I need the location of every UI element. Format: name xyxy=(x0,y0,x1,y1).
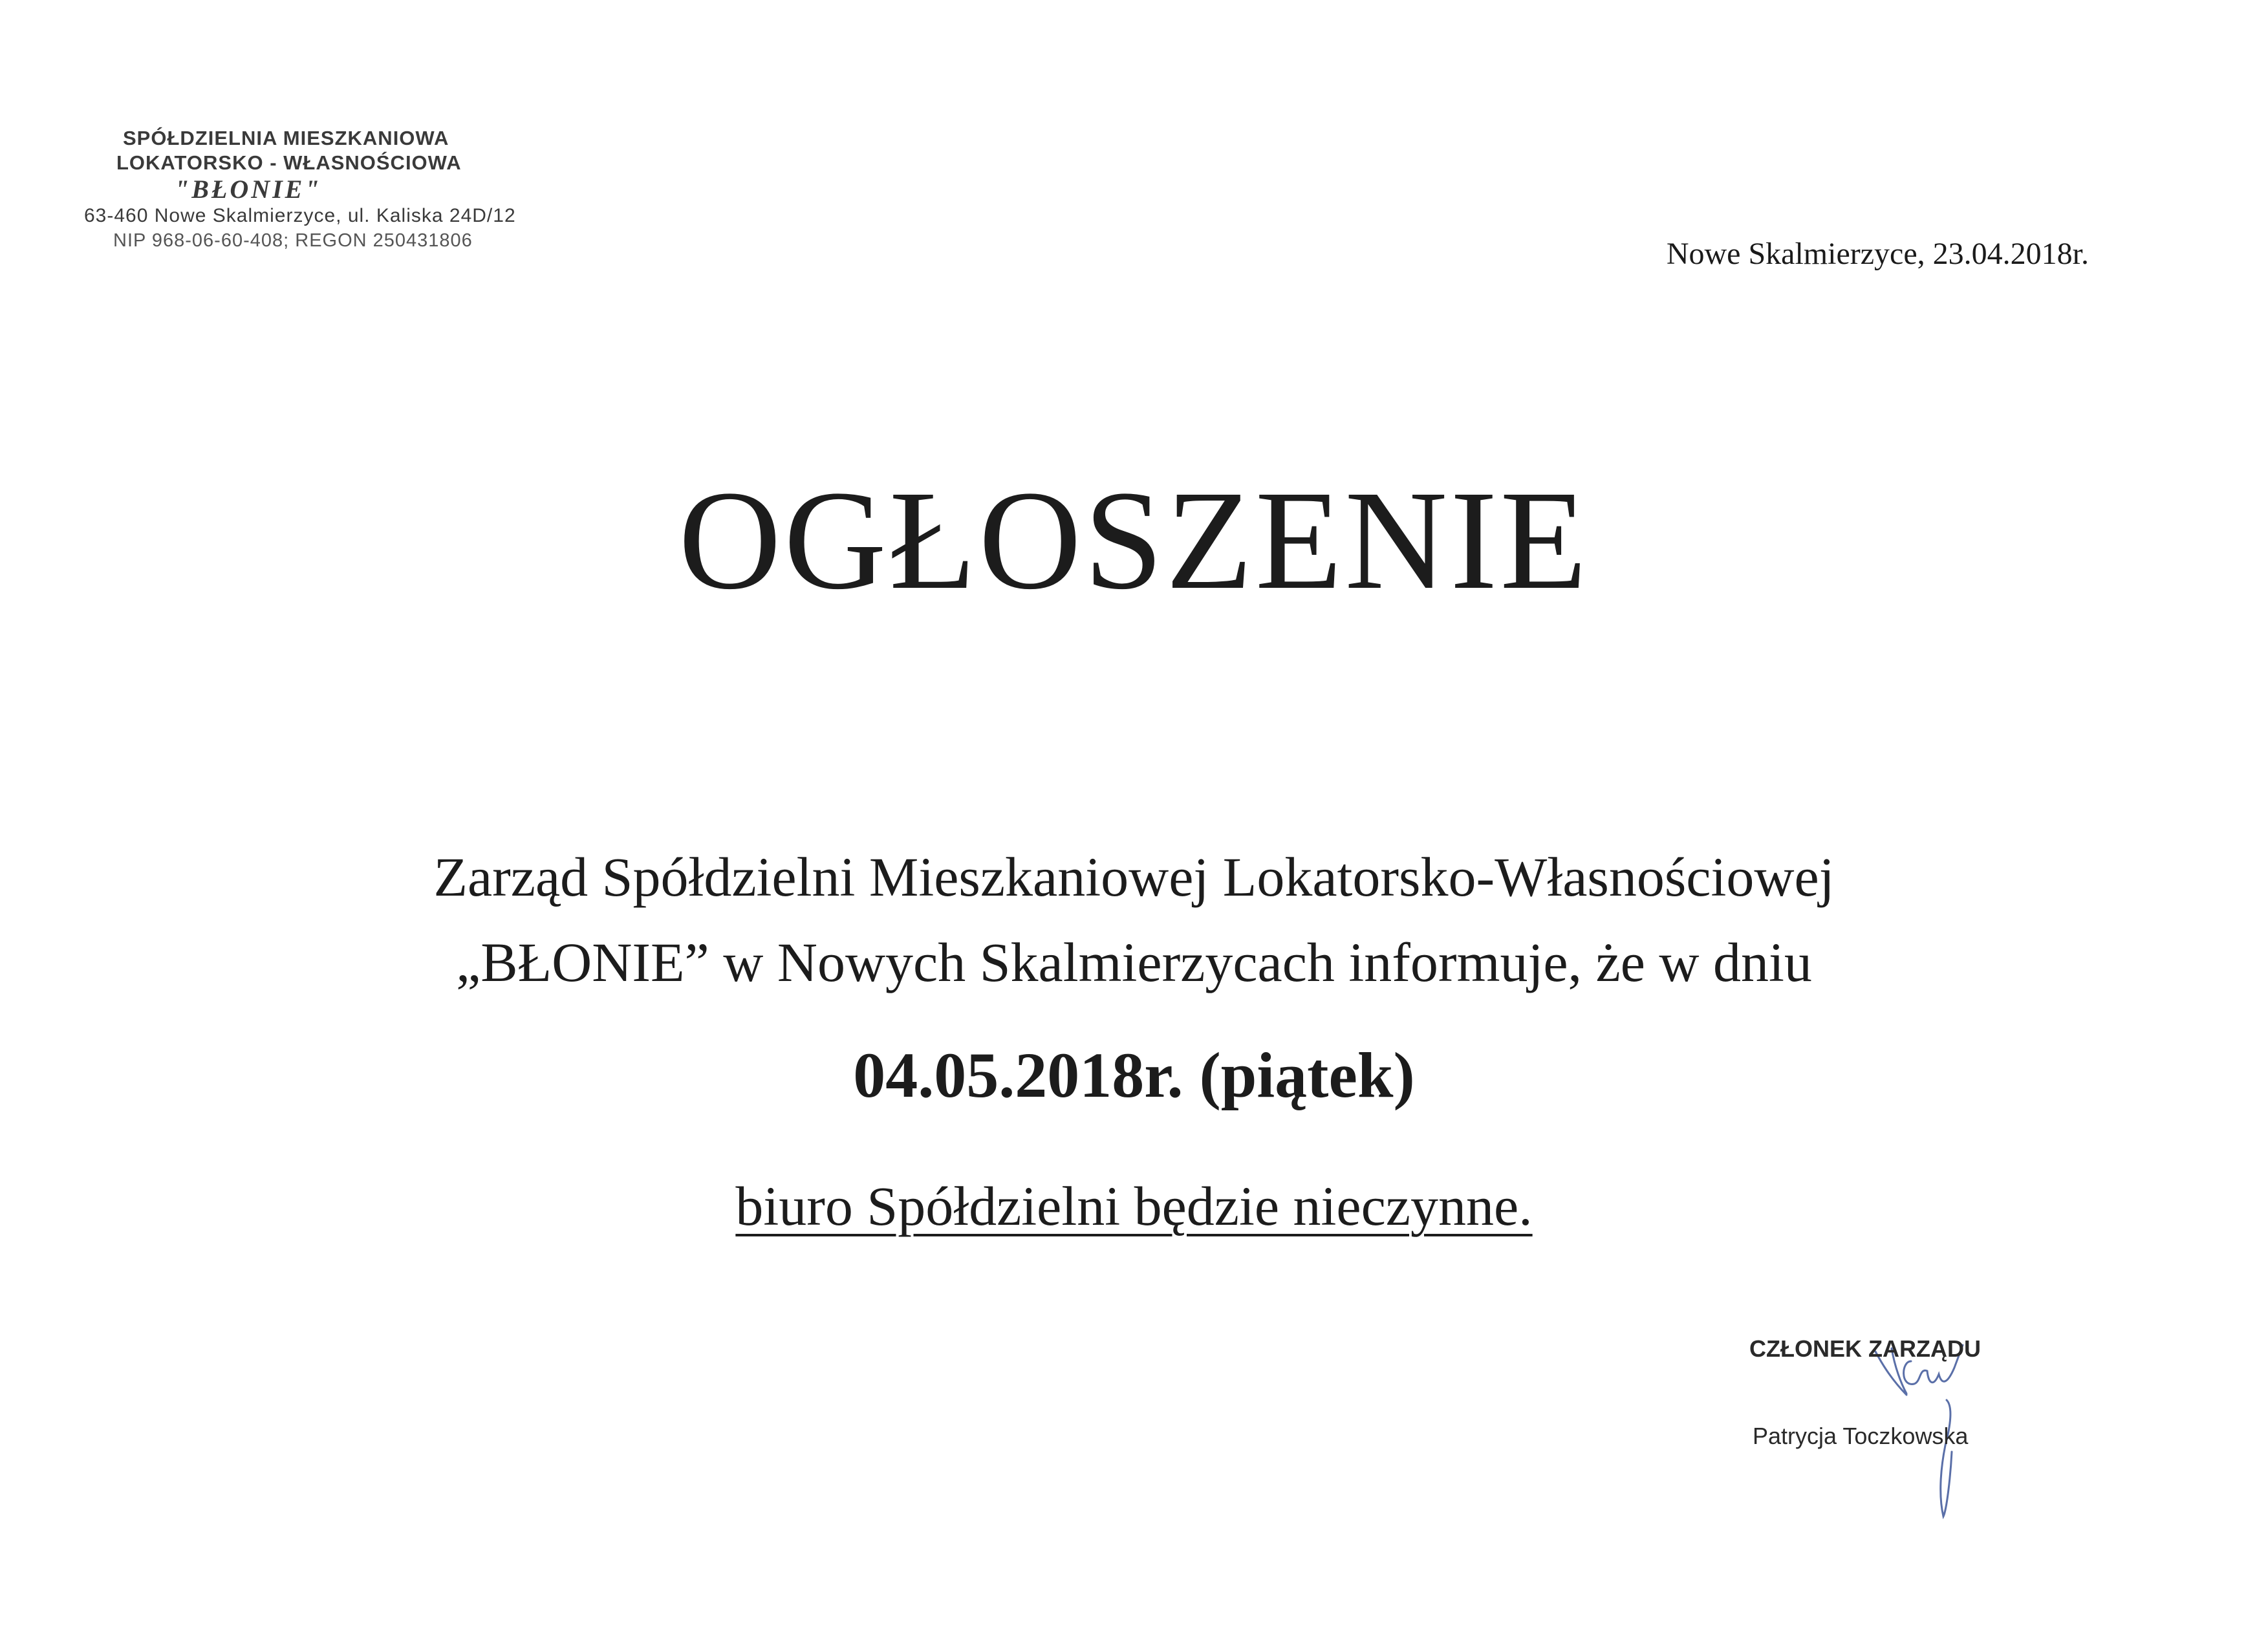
closure-date: 04.05.2018r. (piątek) xyxy=(853,1039,1415,1111)
closure-notice-text: biuro Spółdzielni będzie nieczynne. xyxy=(735,1175,1533,1237)
signature-role: CZŁONEK ZARZĄDU xyxy=(1749,1335,1981,1362)
place-date: Nowe Skalmierzyce, 23.04.2018r. xyxy=(1666,237,2089,271)
signature-block xyxy=(1733,1322,2031,1536)
stamp-line-5: NIP 968-06-60-408; REGON 250431806 xyxy=(113,230,473,251)
announcement-body xyxy=(0,834,2268,1005)
body-line-1: Zarząd Spółdzielni Mieszkaniowej Lokatorsko-Własnościowej xyxy=(433,846,1835,908)
signature-name: Patrycja Toczkowska xyxy=(1753,1423,1969,1449)
document-title: OGŁOSZENIE xyxy=(678,461,1590,619)
stamp-line-2: LOKATORSKO - WŁASNOŚCIOWA xyxy=(116,151,462,174)
body-line-2: „BŁONIE” w Nowych Skalmierzycach informuje, że w dniu xyxy=(456,931,1812,993)
stamp-line-1: SPÓŁDZIELNIA MIESZKANIOWA xyxy=(123,127,449,149)
stamp-line-4: 63-460 Nowe Skalmierzyce, ul. Kaliska 24D/12 xyxy=(84,205,516,226)
closure-notice xyxy=(0,1167,2268,1245)
company-stamp xyxy=(84,126,550,253)
stamp-line-3: "BŁONIE" xyxy=(175,175,322,204)
